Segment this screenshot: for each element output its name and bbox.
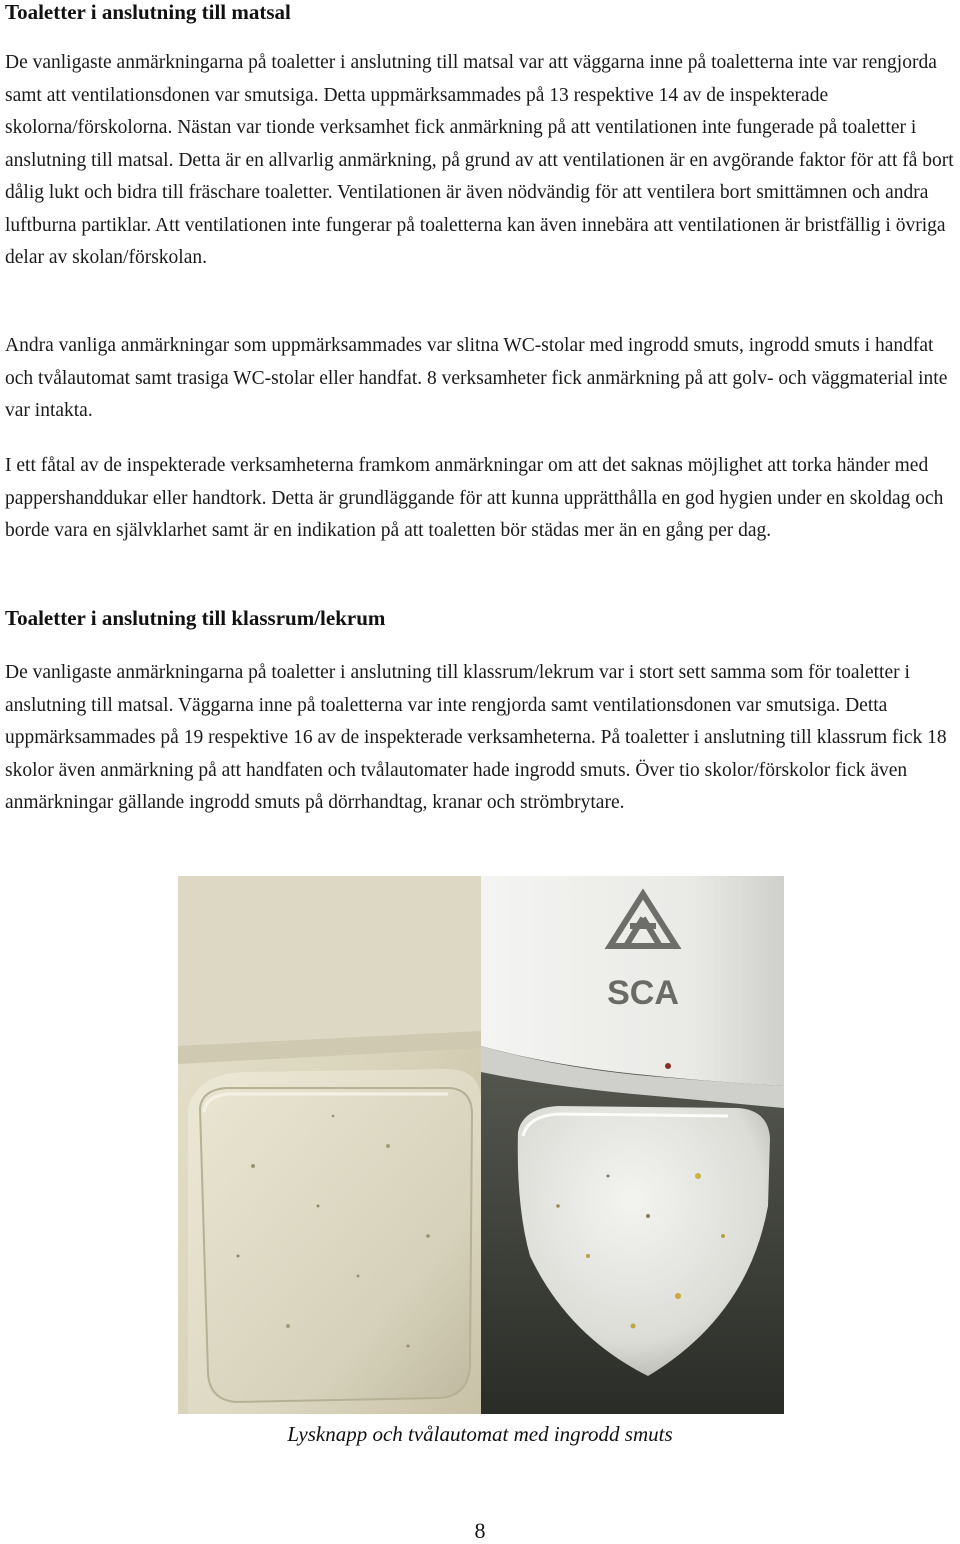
photo-figure — [178, 876, 784, 1414]
light-switch-photo — [178, 876, 481, 1414]
paragraph-matsal-2: Andra vanliga anmärkningar som uppmärksammades var slitna WC-stolar med ingrodd smuts, ingrodd smuts i handfat och tvålautomat samt trasiga WC-stolar eller handfat. 8 verksamheter fick anmärkning på att golv- och väggmaterial inte var intakta. — [5, 335, 948, 421]
paragraph-klassrum-1: De vanligaste anmärkningarna på toaletter i anslutning till klassrum/lekrum var i stort sett samma som för toaletter i anslutning till matsal. Väggarna inne på toaletterna var inte rengjorda samt ventilationsdonen var smutsiga. Detta uppmärksammades på 19 respektive 16 av de inspekterade verksamheterna. På toaletter i anslutning till klassrum fick 18 skolor även anmärkning på att handfaten och tvålautomater hade ingrodd smuts. Över tio skolor/förskolor fick även anmärkningar gällande ingrodd smuts på dörrhandtag, kranar och strömbrytare. — [5, 662, 947, 813]
paragraph-matsal-1: De vanligaste anmärkningarna på toaletter i anslutning till matsal var att väggarna inne på toaletterna inte var rengjorda samt att ventilationsdonen var smutsiga. Detta uppmärksammades på 13 respektive 14 av de inspekterade skolorna/förskolorna. Nästan var tionde verksamhet fick anmärkning på att ventilationen inte fungerade på toaletter i anslutning till matsal. Detta är en allvarlig anmärkning, på grund av att ventilationen är en avgörande faktor för att få bort dålig lukt och bidra till fräschare toaletter. Ventilationen är även nödvändig för att ventilera bort smittämnen och andra luftburna partiklar. Att ventilationen inte fungerar på toaletterna kan även innebära att ventilationen är bristfällig i övriga delar av skolan/förskolan. — [5, 52, 954, 268]
section-heading-klassrum: Toaletter i anslutning till klassrum/lekrum — [5, 606, 386, 630]
soap-dispenser-photo — [481, 876, 784, 1414]
section-heading-matsal: Toaletter i anslutning till matsal — [5, 0, 291, 24]
page-number: 8 — [474, 1518, 486, 1543]
sca-logo-text: SCA — [607, 974, 679, 1012]
figure-caption: Lysknapp och tvålautomat med ingrodd smuts — [287, 1422, 673, 1446]
paragraph-matsal-3: I ett fåtal av de inspekterade verksamheterna framkom anmärkningar om att det saknas möjlighet att torka händer med pappershanddukar eller handtork. Detta är grundläggande för att kunna upprätthålla en god hygien under en skoldag och borde vara en självklarhet samt är en indikation på att toaletten bör städas mer än en gång per dag. — [5, 455, 944, 541]
